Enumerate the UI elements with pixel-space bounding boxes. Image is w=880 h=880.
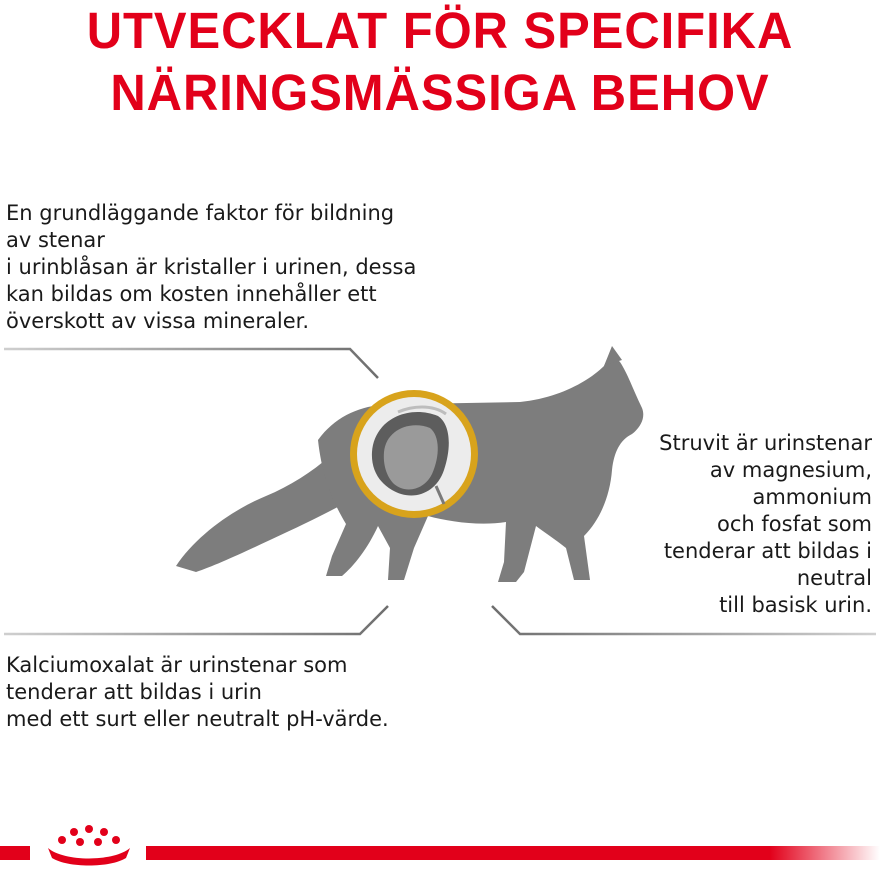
headline-line-1: UTVECKLAT FÖR SPECIFIKA	[86, 2, 794, 59]
callout-crystals: En grundläggande faktor för bildning av stenar i urinblåsan är kristaller i urinen, dessa kan bildas om kosten innehåller ett överskott av vissa mineraler.	[6, 201, 417, 333]
callout-struvite: Struvit är urinstenar av magnesium, ammonium och fosfat som tenderar att bildas i neutral till basisk urin.	[659, 431, 872, 617]
callout-oxalate: Kalciumoxalat är urinstenar som tenderar att bildas i urin med ett surt eller neutralt pH-värde.	[6, 653, 389, 731]
bladder-icon	[350, 390, 478, 518]
royal-crown-logo-icon	[34, 822, 144, 872]
headline-line-2: NÄRINGSMÄSSIGA BEHOV	[110, 64, 770, 121]
